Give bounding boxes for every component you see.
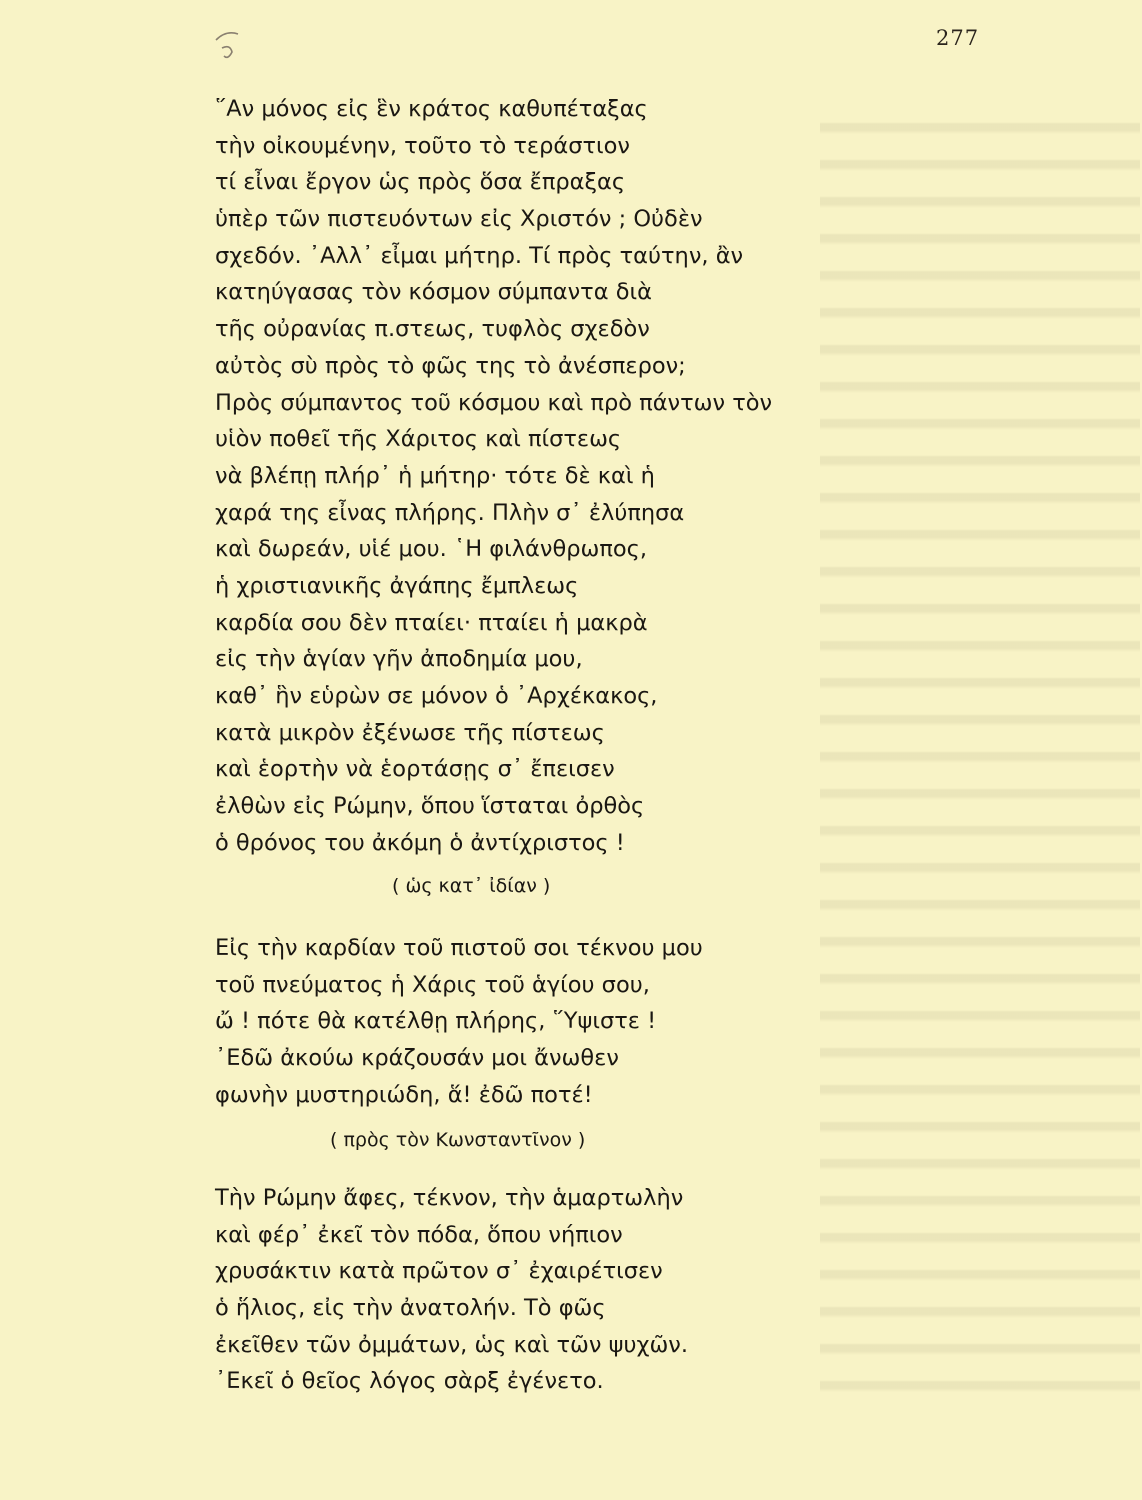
pencil-mark-icon <box>212 26 252 76</box>
verse-line: Τὴν Ρώμην ἄφες, τέκνον, τὴν ἁμαρτωλὴν <box>215 1185 684 1211</box>
verse-line: Πρὸς σύμπαντος τοῦ κόσμου καὶ πρὸ πάντων τὸν <box>215 389 773 416</box>
stanza-3 <box>215 1180 688 1400</box>
verse-line: καὶ δωρεάν, υἱέ μου. ῾Η φιλάνθρωπος, <box>215 536 648 563</box>
verse-line: τὴν οἰκουμένην, τοῦτο τὸ τεράστιον <box>215 132 630 159</box>
verse-line: αὐτὸς σὺ πρὸς τὸ φῶς της τὸ ἀνέσπερον; <box>215 352 686 379</box>
verse-line: ἐλθὼν εἰς Ρώμην, ὅπου ἵσταται ὀρθὸς <box>215 793 645 820</box>
stage-direction: ( ὡς κατ᾿ ἰδίαν ) <box>392 875 551 897</box>
verse-line: Εἰς τὴν καρδίαν τοῦ πιστοῦ σοι τέκνου μου <box>215 935 703 961</box>
verse-line: ὤ ! πότε θὰ κατέλθῃ πλήρης, ῞Υψιστε ! <box>215 1008 657 1035</box>
verse-line: ἡ χριστιανικῆς ἀγάπης ἔμπλεως <box>215 572 579 599</box>
verse-line: ῞Αν μόνος εἰς ἓν κράτος καθυπέταξας <box>215 96 648 122</box>
page-number: 277 <box>936 26 980 50</box>
verse-line: ἐκεῖθεν τῶν ὀμμάτων, ὡς καὶ τῶν ψυχῶν. <box>215 1331 689 1358</box>
verse-line: καρδία σου δὲν πταίει· πταίει ἡ μακρὰ <box>215 609 648 636</box>
verse-line: κατὰ μικρὸν ἐξένωσε τῆς πίστεως <box>215 719 605 746</box>
verse-line: υἱὸν ποθεῖ τῆς Χάριτος καὶ πίστεως <box>215 426 622 453</box>
verse-line: σχεδόν. ᾿Αλλ᾿ εἶμαι μήτηρ. Τί πρὸς ταύτην, ἂν <box>215 242 744 269</box>
verse-line: ὑπὲρ τῶν πιστευόντων εἰς Χριστόν ; Οὐδὲν <box>215 206 703 233</box>
verse-line: καὶ φέρ᾿ ἐκεῖ τὸν πόδα, ὅπου νήπιον <box>215 1221 623 1248</box>
verse-line: τί εἶναι ἔργον ὡς πρὸς ὅσα ἔπραξας <box>215 169 626 196</box>
stage-direction: ( πρὸς τὸν Κωνσταντῖνον ) <box>330 1129 586 1151</box>
verse-line: τοῦ πνεύματος ἡ Χάρις τοῦ ἁγίου σου, <box>215 971 650 998</box>
stanza-2 <box>215 930 703 1113</box>
verse-line: χρυσάκτιν κατὰ πρῶτον σ᾿ ἐχαιρέτισεν <box>215 1258 663 1285</box>
verse-line: νὰ βλέπῃ πλήρ᾿ ἡ μήτηρ· τότε δὲ καὶ ἡ <box>215 462 655 489</box>
verse-line: φωνὴν μυστηριώδη, ἅ! ἐδῶ ποτέ! <box>215 1081 593 1108</box>
verse-line: ὁ θρόνος του ἀκόμη ὁ ἀντίχριστος ! <box>215 829 625 856</box>
verse-line: εἰς τὴν ἁγίαν γῆν ἀποδημία μου, <box>215 646 583 673</box>
verse-line: καὶ ἑορτὴν νὰ ἑορτάσῃς σ᾿ ἔπεισεν <box>215 756 615 783</box>
verse-line: ᾿Εκεῖ ὁ θεῖος λόγος σὰρξ ἐγένετο. <box>215 1368 604 1395</box>
verse-line: χαρά της εἶνας πλήρης. Πλὴν σ᾿ ἐλύπησα <box>215 499 685 526</box>
verse-line: κατηύγασας τὸν κόσμον σύμπαντα διὰ <box>215 279 652 306</box>
verse-line: ὁ ἥλιος, εἰς τὴν ἀνατολήν. Τὸ φῶς <box>215 1295 606 1322</box>
verse-line: τῆς οὐρανίας π.στεως, τυφλὸς σχεδὸν <box>215 316 650 343</box>
verse-line: ᾿Εδῶ ἀκούω κράζουσάν μοι ἄνωθεν <box>215 1045 619 1072</box>
reverse-side-bleed-through <box>820 100 1140 1400</box>
stanza-1 <box>215 91 772 861</box>
verse-line: καθ᾿ ἣν εὑρὼν σε μόνον ὁ ᾿Αρχέκακος, <box>215 683 658 709</box>
